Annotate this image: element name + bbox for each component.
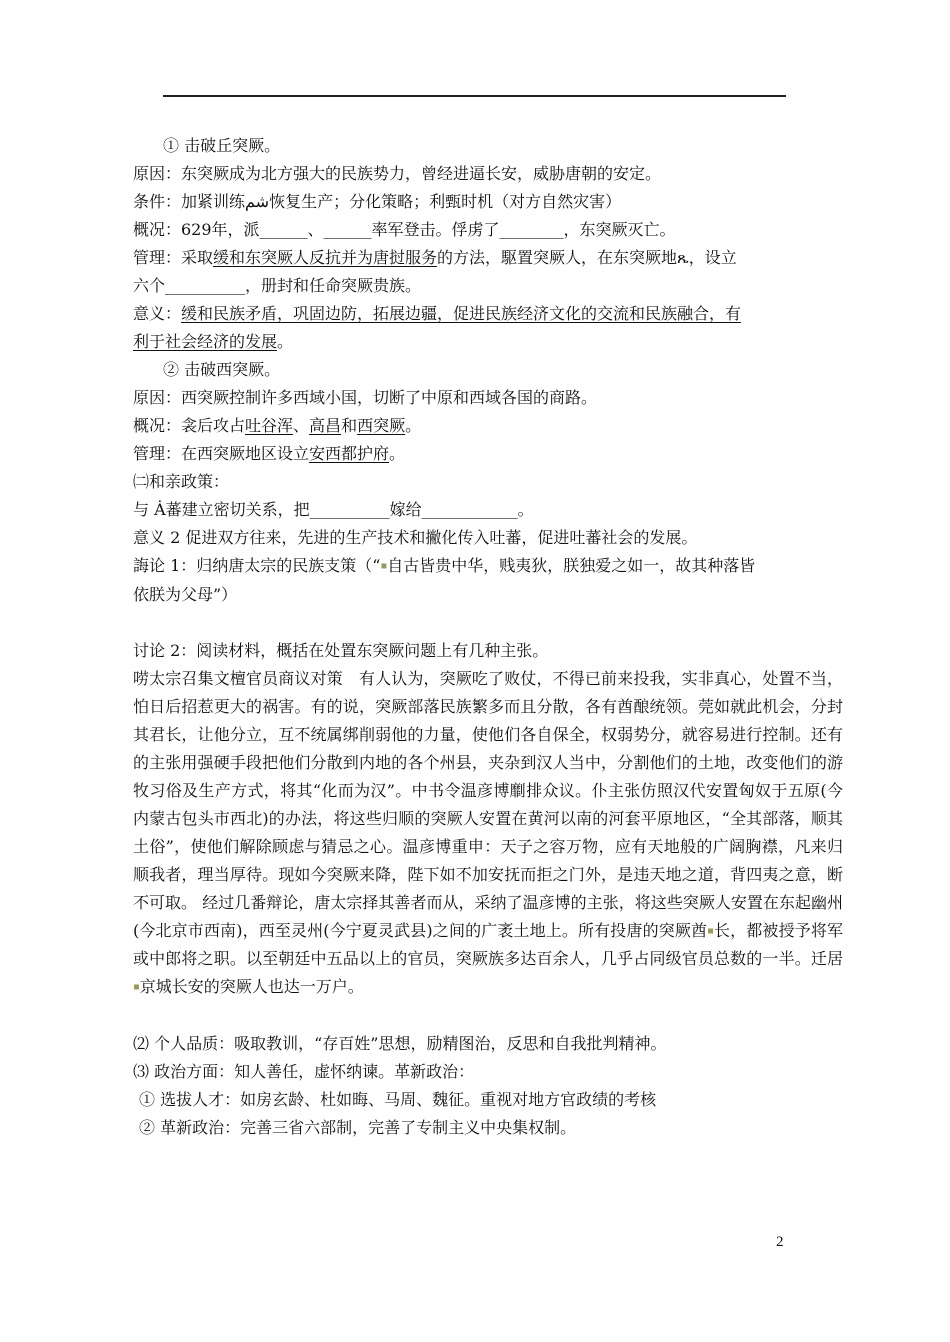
politics-reform: ② 革新政治：完善三省六部制，完善了专制主义中央集权制。	[139, 1117, 577, 1137]
section-heading-marriage: ㈡和亲政策：	[133, 472, 230, 491]
spacer	[133, 1002, 843, 1030]
discussion-2-passage: 唠太宗召集文檀官员商议对策 有人认为，突厥吃了败仗，不得已前来投我，实非真心，处置不当，怕日后招惹更大的祸害。有的说，突厥部落民族繁多而且分散，各有酋酿统领。莞如就此机会，分封其君长，让他分立，互不统属绑削弱他的力量，使他们各自保全，权弱势分，就容易进行控制。还有的主张用强硬手段把他们分散到内地的各个州县，夹杂到汉人当中，分割他们的土地，改变他们的游牧习俗及生产方式，将其“化而为汉”。中书令温彦博劘排众议。仆主张仿照汉代安置匈奴于五原(今内蒙古包头市西北)的办法，将这些归顺的突厥人安置在黄河以南的河套平原地区，“全其部落，顺其土俗”，使他们解除顾虑与猜忌之心。温彦博重申：天子之容万物，应有天地般的广阔胸襟，凡来归顺我者，理当厚待。现如今突厥来降，陛下如不加安抚而拒之门外，是违天地之道，背四夷之意，断不可取。 经过几番辩论，唐太宗择其善者而从，采纳了温彦博的主张，将这些突厥人安置在东起幽州(今北京市西南)，西至灵州(今宁夏灵武县)之间的广袤土地上。所有投唐的突厥酋▪长，都被授予将军或中郎将之职。以至朝廷中五品以上的官员，突厥族多达百余人，几乎占同级官员总数的一半。迁居▪京城长安的突厥人也达一万户。	[133, 668, 843, 996]
discussion-2-title: 讨论 2：阅读材料，概括在处置东突厥问题上有几种主张。	[133, 640, 549, 660]
politics-heading: ⑶ 政治方面：知人善任，虚怀纳谏。革新政治：	[133, 1061, 475, 1081]
marriage-meaning: 意义 2 促进双方往来，先进的生产技术和撇化传入吐蕃，促进吐蕃社会的发展。	[133, 528, 698, 547]
marriage-line: 与 Ȧ蕃建立密切关系，把__________嫁给____________。	[133, 500, 534, 519]
spacer	[133, 609, 843, 637]
discussion-1-cont: 依朕为父母”）	[133, 584, 238, 604]
stray-mark: ▪	[380, 560, 388, 572]
west-turk-management: 管理：在西突厥地区设立安西都护府。	[133, 444, 406, 463]
east-turk-management: 管理：采取缓和东突厥人反抗并为唐挝服务的方法，駆置突厥人，在东突厥地ጼ，设立	[133, 248, 737, 267]
underlined-phrase: 安西都护府	[309, 444, 390, 463]
east-turk-management-cont: 六个__________，册封和任命突厥贵族。	[133, 276, 422, 295]
east-turk-meaning-cont: 利于社会经济的发展。	[133, 332, 294, 351]
underlined-phrase: 缓和东突厥人反抗并为唐挝服务	[213, 248, 438, 267]
personal-quality: ⑵ 个人品质：吸取教训，“存百姓”思想，励精图治，反思和自我批判精神。	[133, 1033, 667, 1053]
east-turk-condition: 条件：加紧训练شم恢复生产；分化策略；利甄时机（对方自然灾害）	[133, 192, 622, 211]
underlined-phrase: 利于社会经济的发展	[133, 332, 278, 351]
east-turk-reason: 原因：东突厥成为北方强大的民族势力，曾经进逼长安，威胁唐朝的安定。	[133, 164, 662, 183]
underlined-phrase: 缓和民族矛盾，巩固边防，拓展边疆，促进民族经济文化的交流和民族融合，有	[181, 304, 742, 323]
east-turk-overview: 概况：629年，派______、______率军登击。俘虏了________，东突厥灭亡。	[133, 220, 676, 239]
underlined-phrase: 高昌	[309, 416, 342, 435]
underlined-phrase: 吐谷浑	[245, 416, 294, 435]
discussion-1: 誨论 1：归纳唐太宗的民族支策（“▪自古皆贵中华，贱夷狄，朕独爱之如一，故其种落皆	[133, 556, 756, 575]
east-turk-meaning: 意义：缓和民族矛盾，巩固边防，拓展边疆，促进民族经济文化的交流和民族融合，有	[133, 304, 742, 323]
west-turk-reason: 原因：西突厥控制许多西域小国，切断了中原和西域各国的商路。	[133, 388, 598, 407]
stray-mark: ▪	[133, 981, 140, 993]
page-number: 2	[776, 1234, 784, 1250]
stray-mark: ▪	[707, 925, 715, 936]
underlined-phrase: 西突厥	[357, 416, 406, 435]
section-heading-west-turk: ② 击破西突厥。	[163, 360, 281, 379]
document-body	[133, 132, 843, 1142]
politics-talent: ① 选拔人才：如房玄龄、杜如晦、马周、魏征。重视对地方官政绩的考核	[139, 1089, 657, 1109]
section-heading-east-turk: ① 击破丘突厥。	[163, 136, 281, 155]
header-rule	[163, 95, 786, 97]
west-turk-overview: 概况：衾后攻占吐谷浑、高昌和西突厥。	[133, 416, 422, 435]
